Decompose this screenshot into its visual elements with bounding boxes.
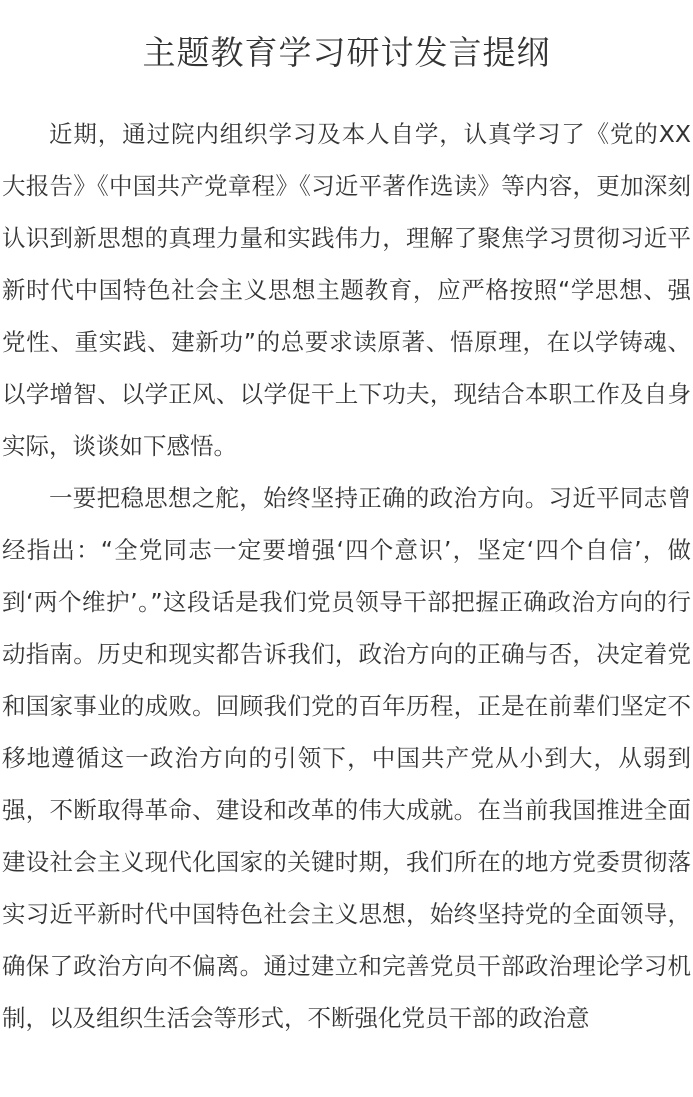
paragraph-political-direction: 一要把稳思想之舵，始终坚持正确的政治方向。习近平同志曾经指出：“全党同志一定要增强‘四个意识’，坚定‘四个自信’，做到‘两个维护’。”这段话是我们党员领导干部把握正确政治方向的行动指南。历史和现实都告诉我们，政治方向的正确与否，决定着党和国家事业的成败。回顾我们党的百年历程，正是在前辈们坚定不移地遵循这一政治方向的引领下，中国共产党从小到大，从弱到强，不断取得革命、建设和改革的伟大成就。在当前我国推进全面建设社会主义现代化国家的关键时期，我们所在的地方党委贯彻落实习近平新时代中国特色社会主义思想，始终坚持党的全面领导，确保了政治方向不偏离。通过建立和完善党员干部政治理论学习机制，以及组织生活会等形式，不断强化党员干部的政治意 bbox=[2, 484, 691, 1032]
document-body bbox=[2, 108, 691, 1044]
paragraph-intro: 近期，通过院内组织学习及本人自学，认真学习了《党的XX大报告》《中国共产党章程》《习近平著作选读》等内容，更加深刻认识到新思想的真理力量和实践伟力，理解了聚焦学习贯彻习近平新时代中国特色社会主义思想主题教育，应严格按照“学思想、强党性、重实践、建新功”的总要求读原著、悟原理，在以学铸魂、以学增智、以学正风、以学促干上下功夫，现结合本职工作及自身实际，谈谈如下感悟。 bbox=[2, 120, 691, 460]
document-title: 主题教育学习研讨发言提纲 bbox=[142, 33, 551, 72]
